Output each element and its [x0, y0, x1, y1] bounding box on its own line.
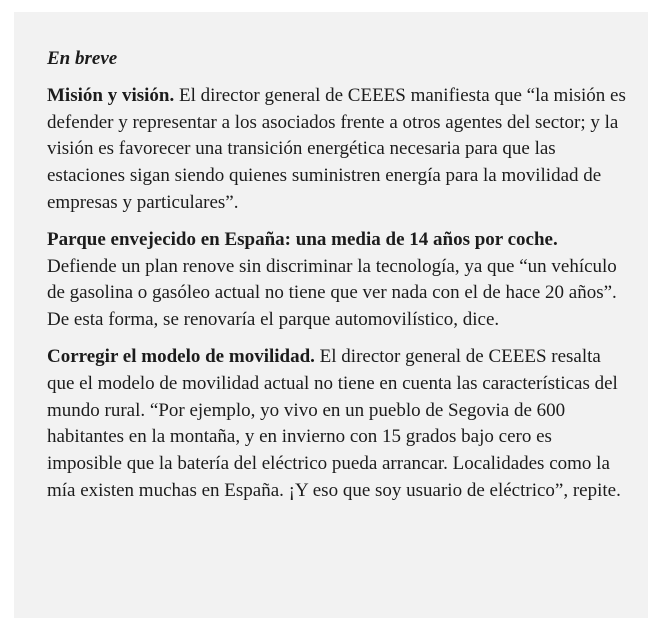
item-text: El director general de CEEES manifiesta que “la misión es defender y representar a los asociados frente a otros agentes del sector; y la visión es favorecer una transición energética necesaria para que las estaciones sigan siendo quienes suministren energía para la movilidad de empresas y particulares”.	[47, 84, 626, 213]
item-text: Defiende un plan renove sin discriminar la tecnología, ya que “un vehículo de gasolina o gasóleo actual no tiene que ver nada con el de hace 20 años”. De esta forma, se renovaría el parque automovilístico, dice.	[47, 255, 617, 331]
item-lead: Misión y visión.	[47, 84, 175, 106]
item-text: El director general de CEEES resalta que el modelo de movilidad actual no tiene en cuenta las características del mundo rural. “Por ejemplo, yo vivo en un pueblo de Segovia de 600 habitantes en la montaña, y en invierno con 15 grados bajo cero es imposible que la batería del eléctrico pueda arrancar. Localidades como la mía existen muchas en España. ¡Y eso que soy usuario de eléctrico”, repite.	[47, 345, 621, 501]
item-lead: Parque envejecido en España: una media de 14 años por coche.	[47, 228, 558, 250]
summary-item-parque	[47, 227, 628, 334]
summary-item-mision	[47, 83, 628, 217]
box-heading: En breve	[47, 48, 118, 69]
summary-box	[14, 12, 648, 618]
summary-item-movilidad	[47, 344, 628, 505]
item-lead: Corregir el modelo de movilidad.	[47, 345, 315, 367]
